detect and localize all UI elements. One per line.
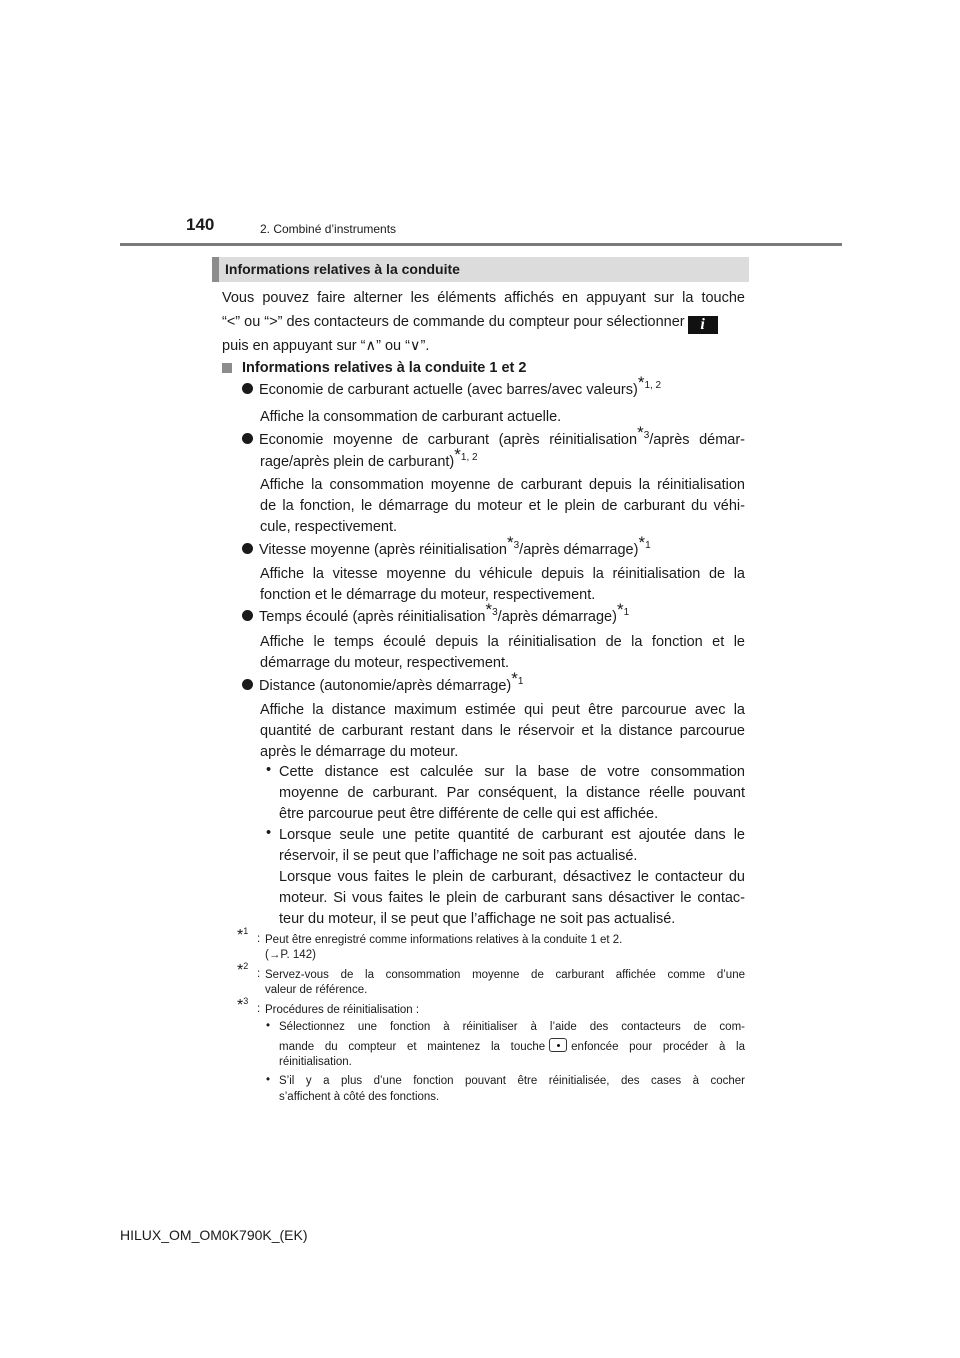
asterisk-icon: * [454,445,461,465]
footnote-2-marker [237,961,248,980]
footnote-3-bullet-1-line-3: réinitialisation. [279,1056,352,1068]
asterisk-icon: * [237,962,244,979]
item-3-sup-a: 3 [513,540,520,552]
asterisk-icon: * [638,533,646,553]
footnote-1-line-1: Peut être enregistré comme informations relatives à la conduite 1 et 2. [265,934,623,946]
asterisk-icon: * [485,600,493,620]
item-5-sup: 1 [517,676,524,688]
bullet-dot-icon [242,679,253,690]
footnote-2-line-2: valeur de référence. [265,984,368,996]
footnote-2-number: 2 [243,961,249,971]
intro-line-3: puis en appuyant sur “∧” ou “∨”. [222,338,430,354]
footnote-colon: : [257,933,261,945]
section-accent [212,257,219,282]
asterisk-icon: * [616,600,624,620]
note-2-line-5: teur du moteur, il se peut que l’affichage ne soit pas actualisé. [279,911,676,927]
page-number: 140 [186,215,215,234]
square-bullet-icon [222,363,232,373]
asterisk-icon: * [637,373,645,393]
asterisk-icon: * [237,927,244,944]
footnote-3-line-1: Procédures de réinitialisation : [265,1004,420,1016]
item-3-sup-b: 1 [645,540,651,552]
footnote-3-bullet-1-line-2 [279,1038,745,1055]
bullet-dot-icon [242,610,253,621]
item-1-sup: 1, 2 [644,380,662,392]
note-2-line-4: moteur. Si vous faites le plein de carburant sans désactiver le contac- [279,890,745,906]
section-header [212,257,749,282]
item-5-desc-3: après le démarrage du moteur. [260,744,459,760]
intro-line-2 [222,312,722,334]
item-2-sup-a: 3 [643,430,650,442]
item-5-title: Distance (autonomie/après démarrage) [259,678,512,694]
footnote-3-number: 3 [243,996,249,1006]
footnote-3-bullet-1-line-1: Sélectionnez une fonction à réinitialiser à l’aide des contacteurs de com- [279,1021,745,1033]
item-2-desc-1: Affiche la consommation moyenne de carburant depuis la réinitialisation [260,477,745,493]
list-item-title [242,423,745,451]
item-5-desc-1: Affiche la distance maximum estimée qui peut être parcourue avec la [260,702,745,718]
footnote-bullet-icon: • [266,1074,271,1086]
note-2-line-1: Lorsque seule une petite quantité de carburant est ajoutée dans le [279,827,745,843]
item-3-desc-2: fonction et le démarrage du moteur, respectivement. [260,587,596,603]
footnote-1-marker [237,926,248,945]
item-3-title-b: /après démarrage) [519,542,639,558]
note-1-line-1: Cette distance est calculée sur la base de votre consommation [279,764,745,780]
asterisk-icon: * [637,423,644,443]
intro-line-2-text: “<” ou “>” des contacteurs de commande du compteur pour sélectionner [222,314,685,330]
footnote-1-number: 1 [243,926,249,936]
item-2-title-b: /après démar- [649,432,745,448]
item-2-desc-2: de la fonction, le démarrage du moteur et le plein de carburant du véhi- [260,498,745,514]
note-2-line-3: Lorsque vous faites le plein de carburant, désactivez le contacteur du [279,869,745,885]
footnote-2-line-1: Servez-vous de la consommation moyenne de carburant affichée comme d’une [265,969,745,981]
item-1-title: Economie de carburant actuelle (avec barres/avec valeurs) [259,382,638,398]
item-4-title-b: /après démarrage) [497,609,617,625]
footnote-1-line-2: (→P. 142) [265,949,316,961]
item-5-desc-2: quantité de carburant restant dans le réservoir et la distance parcourue [260,723,745,739]
header-rule [120,243,842,246]
list-item-title [242,373,662,401]
enter-key-icon [549,1038,567,1052]
bullet-dot-icon [242,383,253,394]
info-icon: i [688,316,718,334]
item-2-title-a: Economie moyenne de carburant (après réinitialisation [259,432,638,448]
footnote-3-bullet-2-line-2: s’affichent à côté des fonctions. [279,1091,440,1103]
item-2-title-c: rage/après plein de carburant) [260,454,455,470]
note-1-line-2: moyenne de carburant. Par conséquent, la distance réelle pouvant [279,785,745,801]
list-item-title [242,600,630,628]
footnote-3-bullet-1-line-2b: enfoncée pour procéder à la [571,1041,745,1053]
document-code: HILUX_OM_OM0K790K_(EK) [120,1227,308,1243]
item-2-sup-c: 1, 2 [460,452,478,464]
note-1-line-3: être parcourue peut être différente de celle qui est affichée. [279,806,659,822]
bullet-dot-icon [242,433,253,444]
item-1-desc: Affiche la consommation de carburant actuelle. [260,409,562,425]
item-2-title-c-row [260,445,745,473]
item-4-title-a: Temps écoulé (après réinitialisation [259,609,486,625]
item-4-desc-1: Affiche le temps écoulé depuis la réinitialisation de la fonction et le [260,634,745,650]
bullet-dot-icon [242,543,253,554]
footnote-colon: : [257,1003,261,1015]
item-3-desc-1: Affiche la vitesse moyenne du véhicule depuis la réinitialisation de la [260,566,745,582]
list-item-title [242,533,651,561]
intro-line-1: Vous pouvez faire alterner les éléments affichés en appuyant sur la touche [222,290,745,306]
list-item-title [242,669,524,697]
asterisk-icon: * [506,533,514,553]
footnote-3-marker [237,996,248,1015]
subheading: Informations relatives à la conduite 1 et 2 [242,360,527,376]
item-4-sup-b: 1 [623,607,630,619]
chapter-title: 2. Combiné d’instruments [260,222,397,236]
item-4-sup-a: 3 [492,607,498,619]
note-2-line-2: réservoir, il se peut que l’affichage ne soit pas actualisé. [279,848,638,864]
footnote-3-bullet-1-line-2a: mande du compteur et maintenez la touche [279,1041,546,1053]
item-4-desc-2: démarrage du moteur, respectivement. [260,655,510,671]
asterisk-icon: * [237,997,244,1014]
asterisk-icon: * [511,669,518,689]
footnote-colon: : [257,968,261,980]
footnote-bullet-icon: • [266,1020,271,1032]
footnote-3-bullet-2-line-1: S’il y a plus d’une fonction pouvant être réinitialisée, des cases à cocher [279,1075,745,1087]
item-3-title-a: Vitesse moyenne (après réinitialisation [259,542,507,558]
section-title: Informations relatives à la conduite [225,261,460,277]
note-bullet-icon: • [266,762,272,778]
note-bullet-icon: • [266,825,272,841]
item-2-desc-3: cule, respectivement. [260,519,398,535]
